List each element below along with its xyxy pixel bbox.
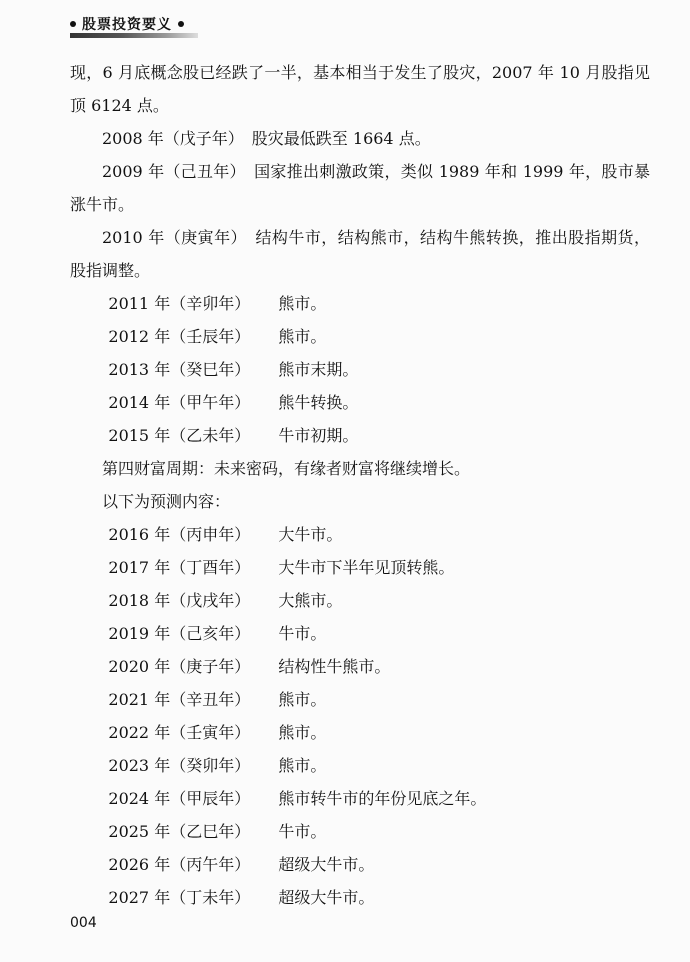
list-item [70,716,650,749]
paragraph-2009: 2009 年（己丑年） 国家推出刺激政策，类似 1989 年和 1999 年，股市暴涨牛市。 [70,162,650,214]
year-desc: 熊市。 [278,756,327,775]
year-desc: 熊市转牛市的年份见底之年。 [278,789,487,808]
year-list-b [70,518,650,914]
list-item [70,287,650,320]
year-list-a [70,287,650,452]
year-label: 2014 年（甲午年） [108,393,251,412]
year-desc: 超级大牛市。 [278,888,375,907]
paragraph-forecast-intro: 以下为预测内容： [102,492,231,511]
list-item [70,320,650,353]
list-item [70,419,650,452]
year-label: 2020 年（庚子年） [108,657,251,676]
year-label: 2012 年（壬辰年） [108,327,251,346]
year-label: 2027 年（丁未年） [108,888,251,907]
year-desc: 结构性牛熊市。 [278,657,391,676]
year-label: 2023 年（癸卯年） [108,756,251,775]
year-desc: 熊市。 [278,723,327,742]
header-bullet-icon [178,21,184,27]
year-label: 2013 年（癸巳年） [108,360,251,379]
year-label: 2016 年（丙申年） [108,525,251,544]
year-label: 2021 年（辛丑年） [108,690,251,709]
page-number: 004 [70,915,97,931]
year-label: 2026 年（丙午年） [108,855,251,874]
year-desc: 大熊市。 [278,591,343,610]
list-item [70,551,650,584]
year-desc: 熊市。 [278,690,327,709]
list-item [70,683,650,716]
list-item [70,650,650,683]
year-desc: 大牛市下半年见顶转熊。 [278,558,455,577]
list-item [70,617,650,650]
header-title: 股票投资要义 [82,17,172,33]
year-desc: 牛市。 [278,822,327,841]
year-desc: 熊市。 [278,294,327,313]
year-desc: 熊市。 [278,327,327,346]
list-item [70,782,650,815]
running-header [70,14,184,34]
list-item [70,848,650,881]
year-label: 2024 年（甲辰年） [108,789,251,808]
year-label: 2025 年（乙巳年） [108,822,251,841]
year-label: 2018 年（戊戌年） [108,591,251,610]
year-desc: 大牛市。 [278,525,343,544]
paragraph-2008: 2008 年（戊子年） 股灾最低跌至 1664 点。 [102,129,431,148]
year-label: 2019 年（己亥年） [108,624,251,643]
paragraph-continuation: 现，6 月底概念股已经跌了一半，基本相当于发生了股灾，2007 年 10 月股指见顶 6124 点。 [70,63,650,115]
year-label: 2015 年（乙未年） [108,426,251,445]
year-label: 2011 年（辛卯年） [108,294,251,313]
paragraph-fourth-cycle: 第四财富周期：未来密码，有缘者财富将继续增长。 [102,459,471,478]
year-label: 2022 年（壬寅年） [108,723,251,742]
list-item [70,749,650,782]
list-item [70,584,650,617]
list-item [70,518,650,551]
year-desc: 牛市初期。 [278,426,359,445]
year-desc: 超级大牛市。 [278,855,375,874]
list-item [70,881,650,914]
list-item [70,386,650,419]
body-text [70,56,650,914]
paragraph-2010: 2010 年（庚寅年） 结构牛市，结构熊市，结构牛熊转换，推出股指期货，股指调整。 [70,228,650,280]
list-item [70,815,650,848]
year-desc: 熊市末期。 [278,360,359,379]
year-desc: 牛市。 [278,624,327,643]
year-label: 2017 年（丁酉年） [108,558,251,577]
header-bullet-icon [70,21,76,27]
list-item [70,353,650,386]
header-decorative-bar [70,33,198,38]
year-desc: 熊牛转换。 [278,393,359,412]
